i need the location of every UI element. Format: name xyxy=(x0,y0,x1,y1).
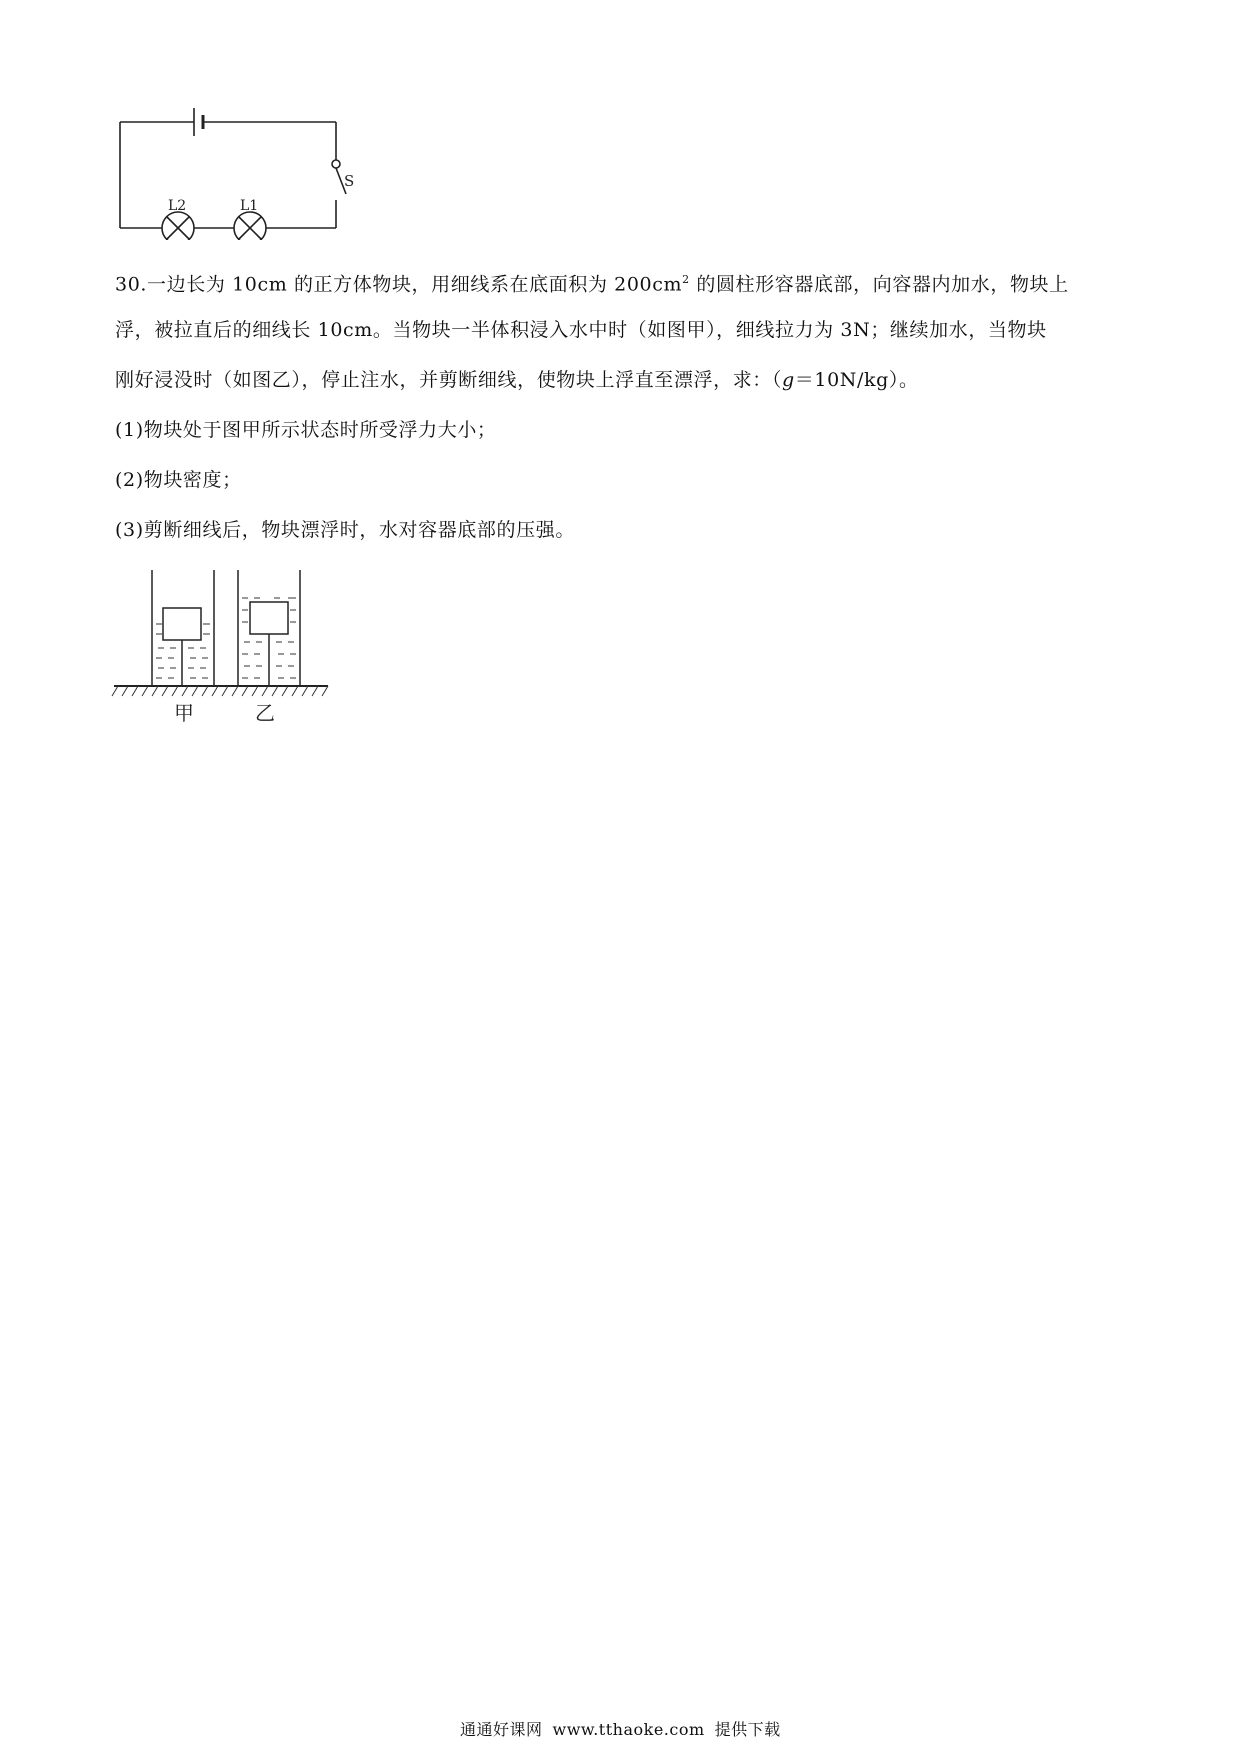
question-part-3: (3)剪断细线后，物块漂浮时，水对容器底部的压强。 xyxy=(115,519,575,541)
question-line-3-text-b: ＝10N/kg）。 xyxy=(794,369,919,391)
ground-hatching xyxy=(112,686,328,696)
circuit-svg xyxy=(110,100,370,240)
superscript-2: 2 xyxy=(682,273,690,286)
gravity-symbol: g xyxy=(782,369,795,391)
question-line-1 xyxy=(115,268,1069,296)
footer-suffix: 提供下载 xyxy=(714,1720,781,1739)
footer-site-name: 通通好课网 xyxy=(460,1720,543,1739)
question-line-3-text-a: 刚好浸没时（如图乙），停止注水，并剪断细线，使物块上浮直至漂浮，求：（ xyxy=(115,369,783,391)
footer-url[interactable]: www.tthaoke.com xyxy=(552,1720,705,1739)
circuit-diagram xyxy=(110,100,370,240)
container-a-block xyxy=(163,608,201,640)
container-b-block xyxy=(250,602,288,634)
question-line-3 xyxy=(115,368,919,392)
lamp-l2 xyxy=(162,212,194,240)
lamp-l1-label: L1 xyxy=(240,198,259,214)
question-number: 30. xyxy=(115,273,148,296)
question-line-2: 浮，被拉直后的细线长 10cm。当物块一半体积浸入水中时（如图甲），细线拉力为 3N；继续加水，当物块 xyxy=(115,319,1047,341)
lamp-l2-label: L2 xyxy=(168,198,187,214)
containers-diagram xyxy=(110,568,340,728)
label-yi: 乙 xyxy=(255,701,275,725)
switch-label: S xyxy=(344,172,355,190)
label-jia: 甲 xyxy=(174,701,194,725)
switch-pivot xyxy=(332,160,340,168)
lamp-l1 xyxy=(234,212,266,240)
containers-svg xyxy=(110,568,340,728)
question-part-1: (1)物块处于图甲所示状态时所受浮力大小； xyxy=(115,419,497,441)
question-line-1-text-a: 一边长为 10cm 的正方体物块，用细线系在底面积为 200cm xyxy=(147,273,683,296)
page-footer xyxy=(460,1720,791,1740)
question-line-1-text-b: 的圆柱形容器底部，向容器内加水，物块上 xyxy=(689,273,1069,296)
question-part-2: (2)物块密度； xyxy=(115,469,242,491)
